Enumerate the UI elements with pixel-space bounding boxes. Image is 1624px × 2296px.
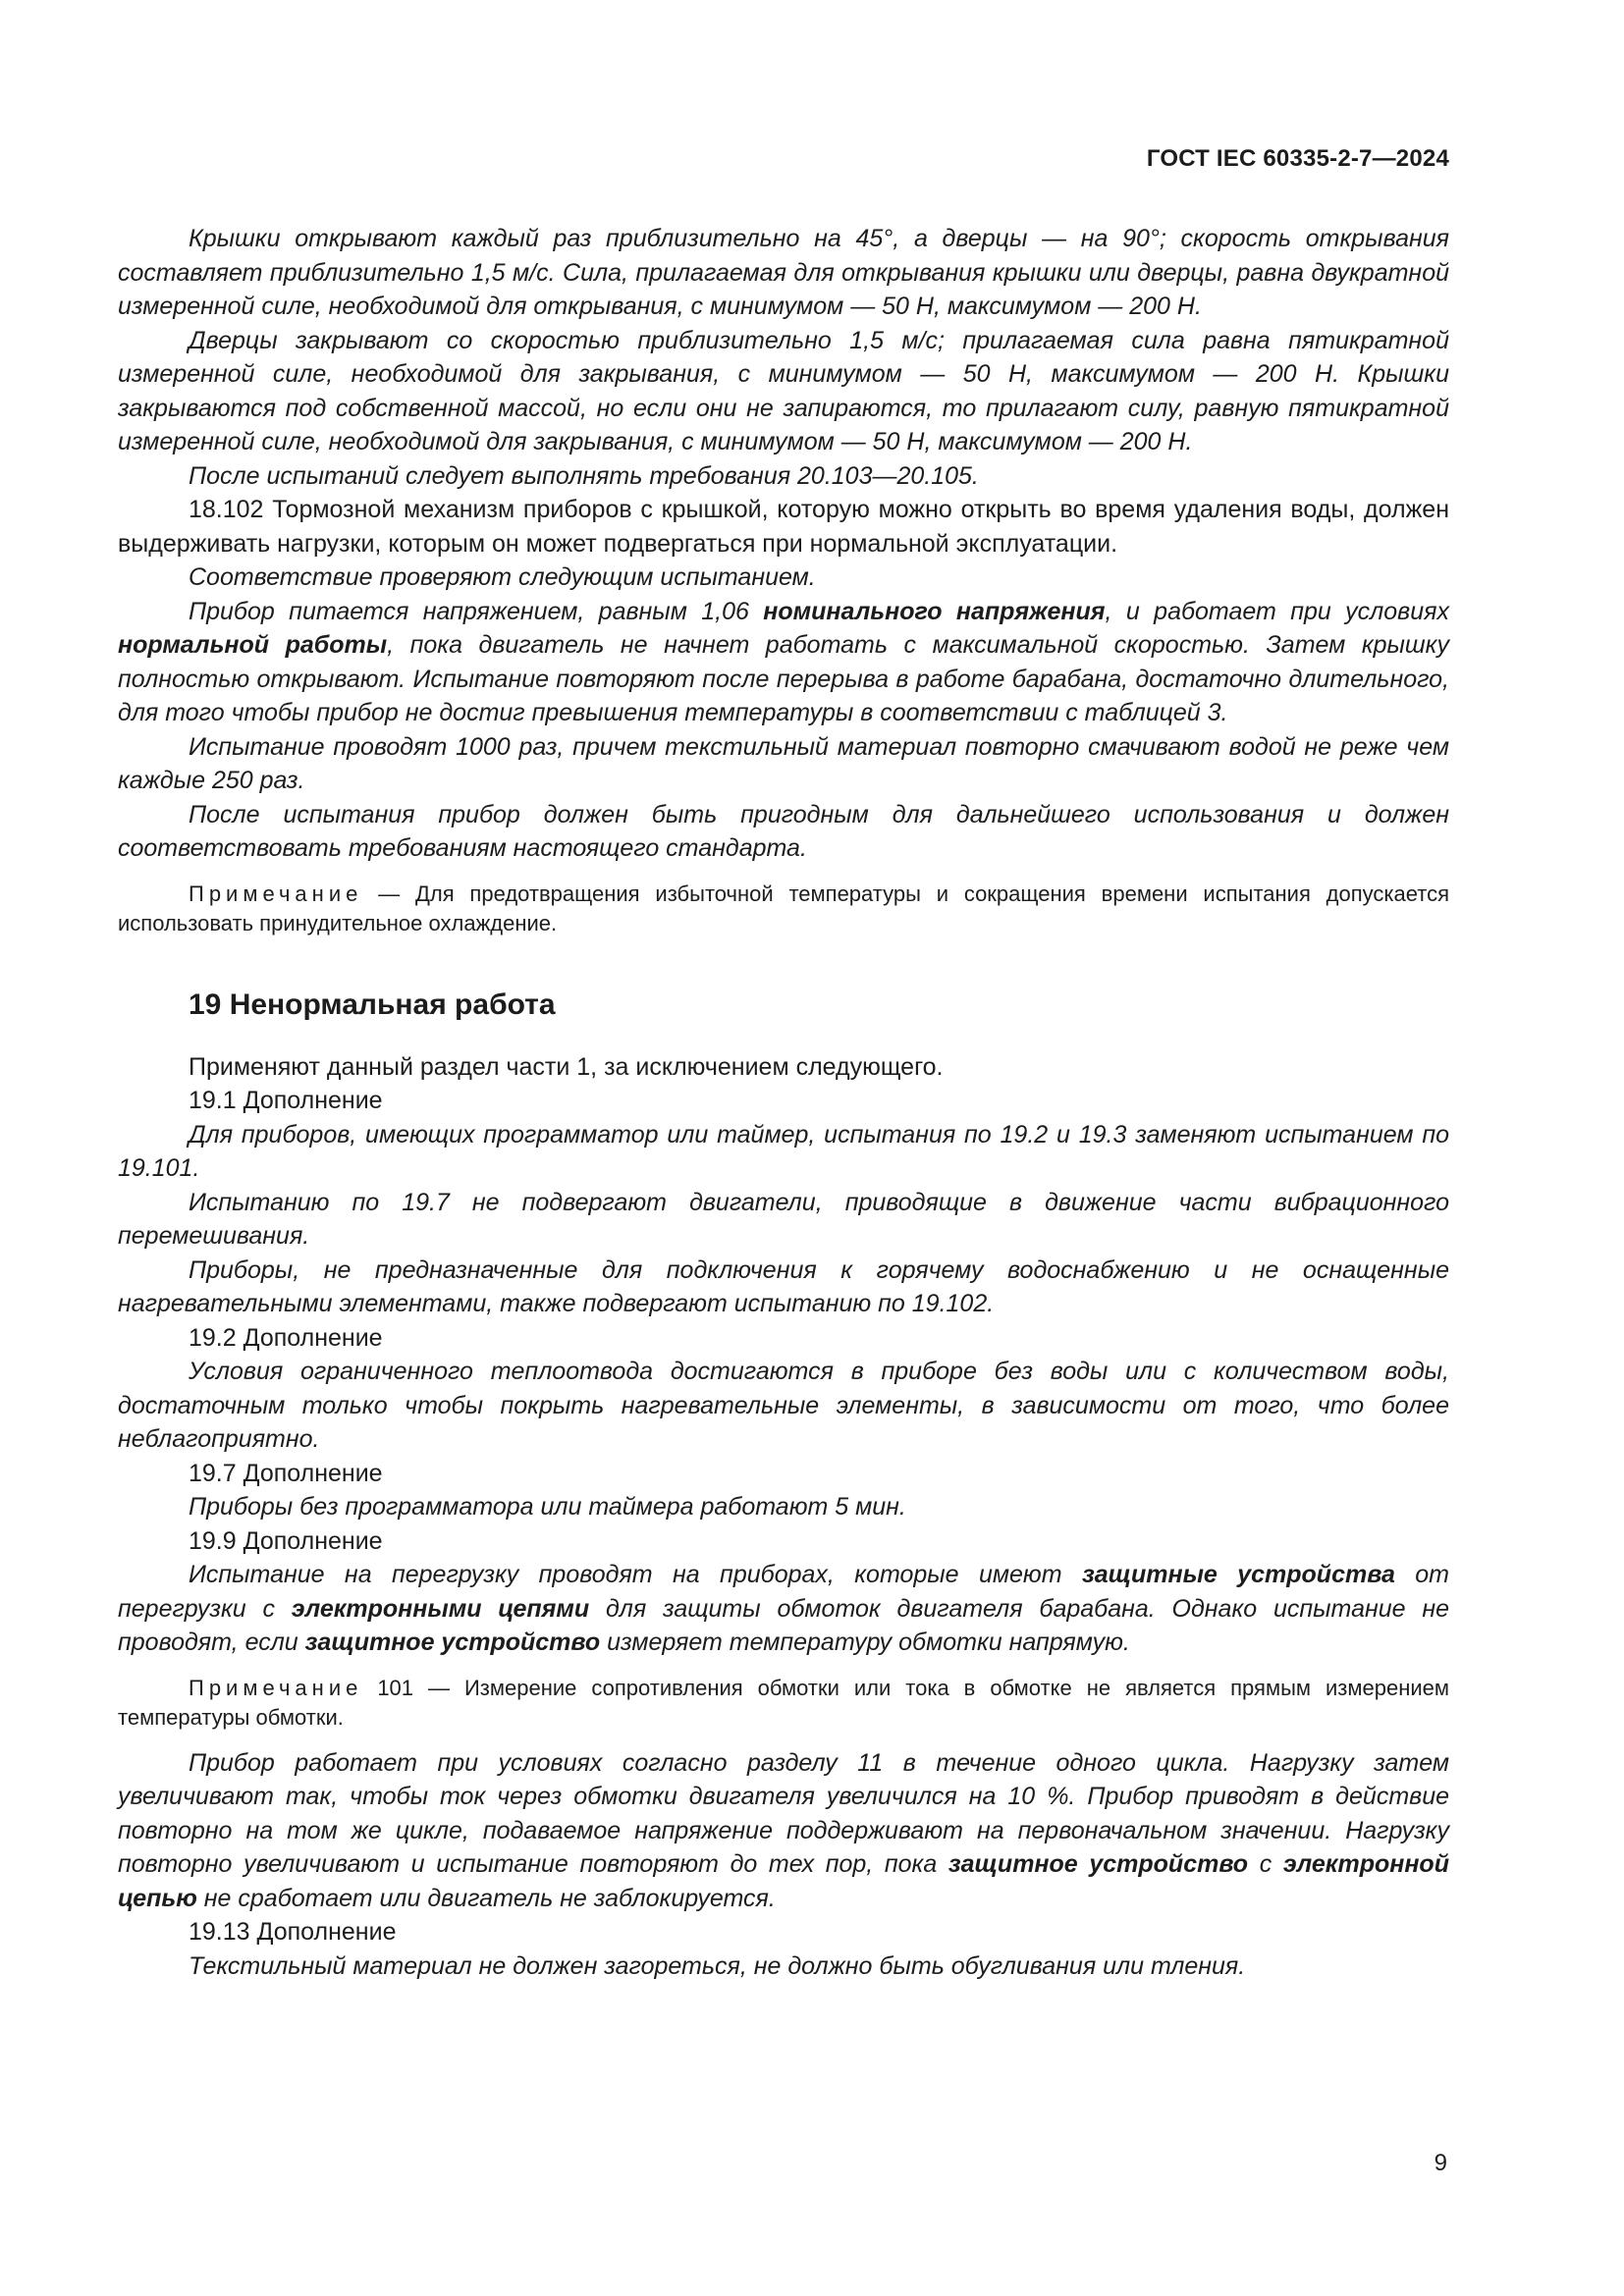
section-heading: 19 Ненормальная работа	[189, 988, 556, 1021]
paragraph: Применяют данный раздел части 1, за исключением следующего.	[189, 1052, 944, 1081]
note-label: Примечание	[189, 1675, 363, 1700]
note: Примечание — Для предотвращения избыточной температуры и сокращения времени испытания допускается использовать принудительное охлаждение.	[118, 881, 1449, 935]
document-header: ГОСТ IEC 60335-2-7—2024	[1146, 145, 1449, 172]
clause-heading: 19.13 Дополнение	[189, 1918, 397, 1946]
paragraph: Текстильный материал не должен загореться, не должно быть обугливания или тления.	[189, 1951, 1246, 1980]
paragraph: После испытаний следует выполнять требования 20.103—20.105.	[189, 461, 979, 490]
note: Примечание 101 — Измерение сопротивления обмотки или тока в обмотке не является прямым измерением температуры обмотки.	[118, 1675, 1449, 1730]
paragraph: Условия ограниченного теплоотвода достигаются в приборе без воды или с количеством воды, достаточным только чтобы покрыть нагревательные элементы, в зависимости от того, что более неблагоприятно.	[118, 1358, 1449, 1453]
paragraph: Испытание проводят 1000 раз, причем текстильный материал повторно смачивают водой не реже чем каждые 250 раз.	[118, 732, 1449, 794]
paragraph: Прибор питается напряжением, равным 1,06 номинального напряжения, и работает при условиях нормальной работы, пока двигатель не начнет работать с максимальной скоростью. Затем крышку полностью открывают. Испытание повторяют после перерыва в работе барабана, достаточно длительного, для того чтобы прибор не достиг превышения температуры в соответствии с таблицей 3.	[118, 597, 1449, 726]
paragraph: Приборы без программатора или таймера работают 5 мин.	[189, 1493, 906, 1521]
defined-term: защитные устройства	[1081, 1561, 1395, 1588]
page-number: 9	[1434, 2150, 1447, 2176]
paragraph: Прибор работает при условиях согласно разделу 11 в течение одного цикла. Нагрузку затем увеличивают так, чтобы ток через обмотки двигателя увеличился на 10 %. Прибор приводят в действие повторно на том же цикле, подаваемое напряжение поддерживают на первоначальном значении. Нагрузку повторно увеличивают и испытание повторяют до тех пор, пока защитное устройство с электронной цепью не сработает или двигатель не заблокируется.	[118, 1748, 1449, 1912]
paragraph: Крышки открывают каждый раз приблизительно на 45°, а дверцы — на 90°; скорость открывания составляет приблизительно 1,5 м/с. Сила, прилагаемая для открывания крышки или дверцы, равна двукратной измеренной силе, необходимой для открывания, с минимумом — 50 Н, максимумом — 200 Н.	[118, 225, 1449, 320]
defined-term: нормальной работы	[118, 631, 388, 659]
defined-term: защитное устройство	[947, 1850, 1249, 1878]
paragraph: Испытание на перегрузку проводят на приборах, которые имеют защитные устройства от перегрузки с электронными цепями для защиты обмоток двигателя барабана. Однако испытание не проводят, если защитное устройство измеряет температуру обмотки напрямую.	[118, 1561, 1449, 1656]
defined-term: защитное устройство	[304, 1629, 601, 1656]
paragraph: После испытания прибор должен быть пригодным для дальнейшего использования и должен соответствовать требованиям настоящего стандарта.	[118, 800, 1449, 862]
paragraph: Дверцы закрывают со скоростью приблизительно 1,5 м/с; прилагаемая сила равна пятикратной измеренной силе, необходимой для закрывания, с минимумом — 50 Н, максимумом — 200 Н. Крышки закрываются под собственной массой, но если они не запираются, то прилагают силу, равную пятикратной измеренной силе, необходимой для закрывания, с минимумом — 50 Н, максимумом — 200 Н.	[118, 326, 1449, 455]
clause-heading: 19.7 Дополнение	[189, 1459, 383, 1487]
defined-term: электронными цепями	[291, 1594, 590, 1623]
defined-term: номинального напряжения	[763, 597, 1106, 625]
defined-term: электронной цепью	[118, 1850, 1449, 1912]
clause-heading: 19.2 Дополнение	[189, 1323, 383, 1352]
paragraph: Для приборов, имеющих программатор или таймер, испытания по 19.2 и 19.3 заменяют испытанием по 19.101.	[118, 1120, 1449, 1182]
paragraph: Соответствие проверяют следующим испытанием.	[189, 563, 816, 591]
clause-heading: 19.9 Дополнение	[189, 1526, 383, 1555]
note-label: Примечание	[189, 881, 363, 906]
paragraph: Приборы, не предназначенные для подключения к горячему водоснабжению и не оснащенные нагревательными элементами, также подвергают испытанию по 19.102.	[118, 1255, 1449, 1317]
clause-18-102: 18.102 Тормозной механизм приборов с крышкой, которую можно открыть во время удаления воды, должен выдерживать нагрузки, которым он может подвергаться при нормальной эксплуатации.	[118, 496, 1449, 558]
document-body	[118, 222, 1449, 1983]
clause-heading: 19.1 Дополнение	[189, 1087, 383, 1114]
paragraph: Испытанию по 19.7 не подвергают двигатели, приводящие в движение части вибрационного перемешивания.	[118, 1188, 1449, 1250]
